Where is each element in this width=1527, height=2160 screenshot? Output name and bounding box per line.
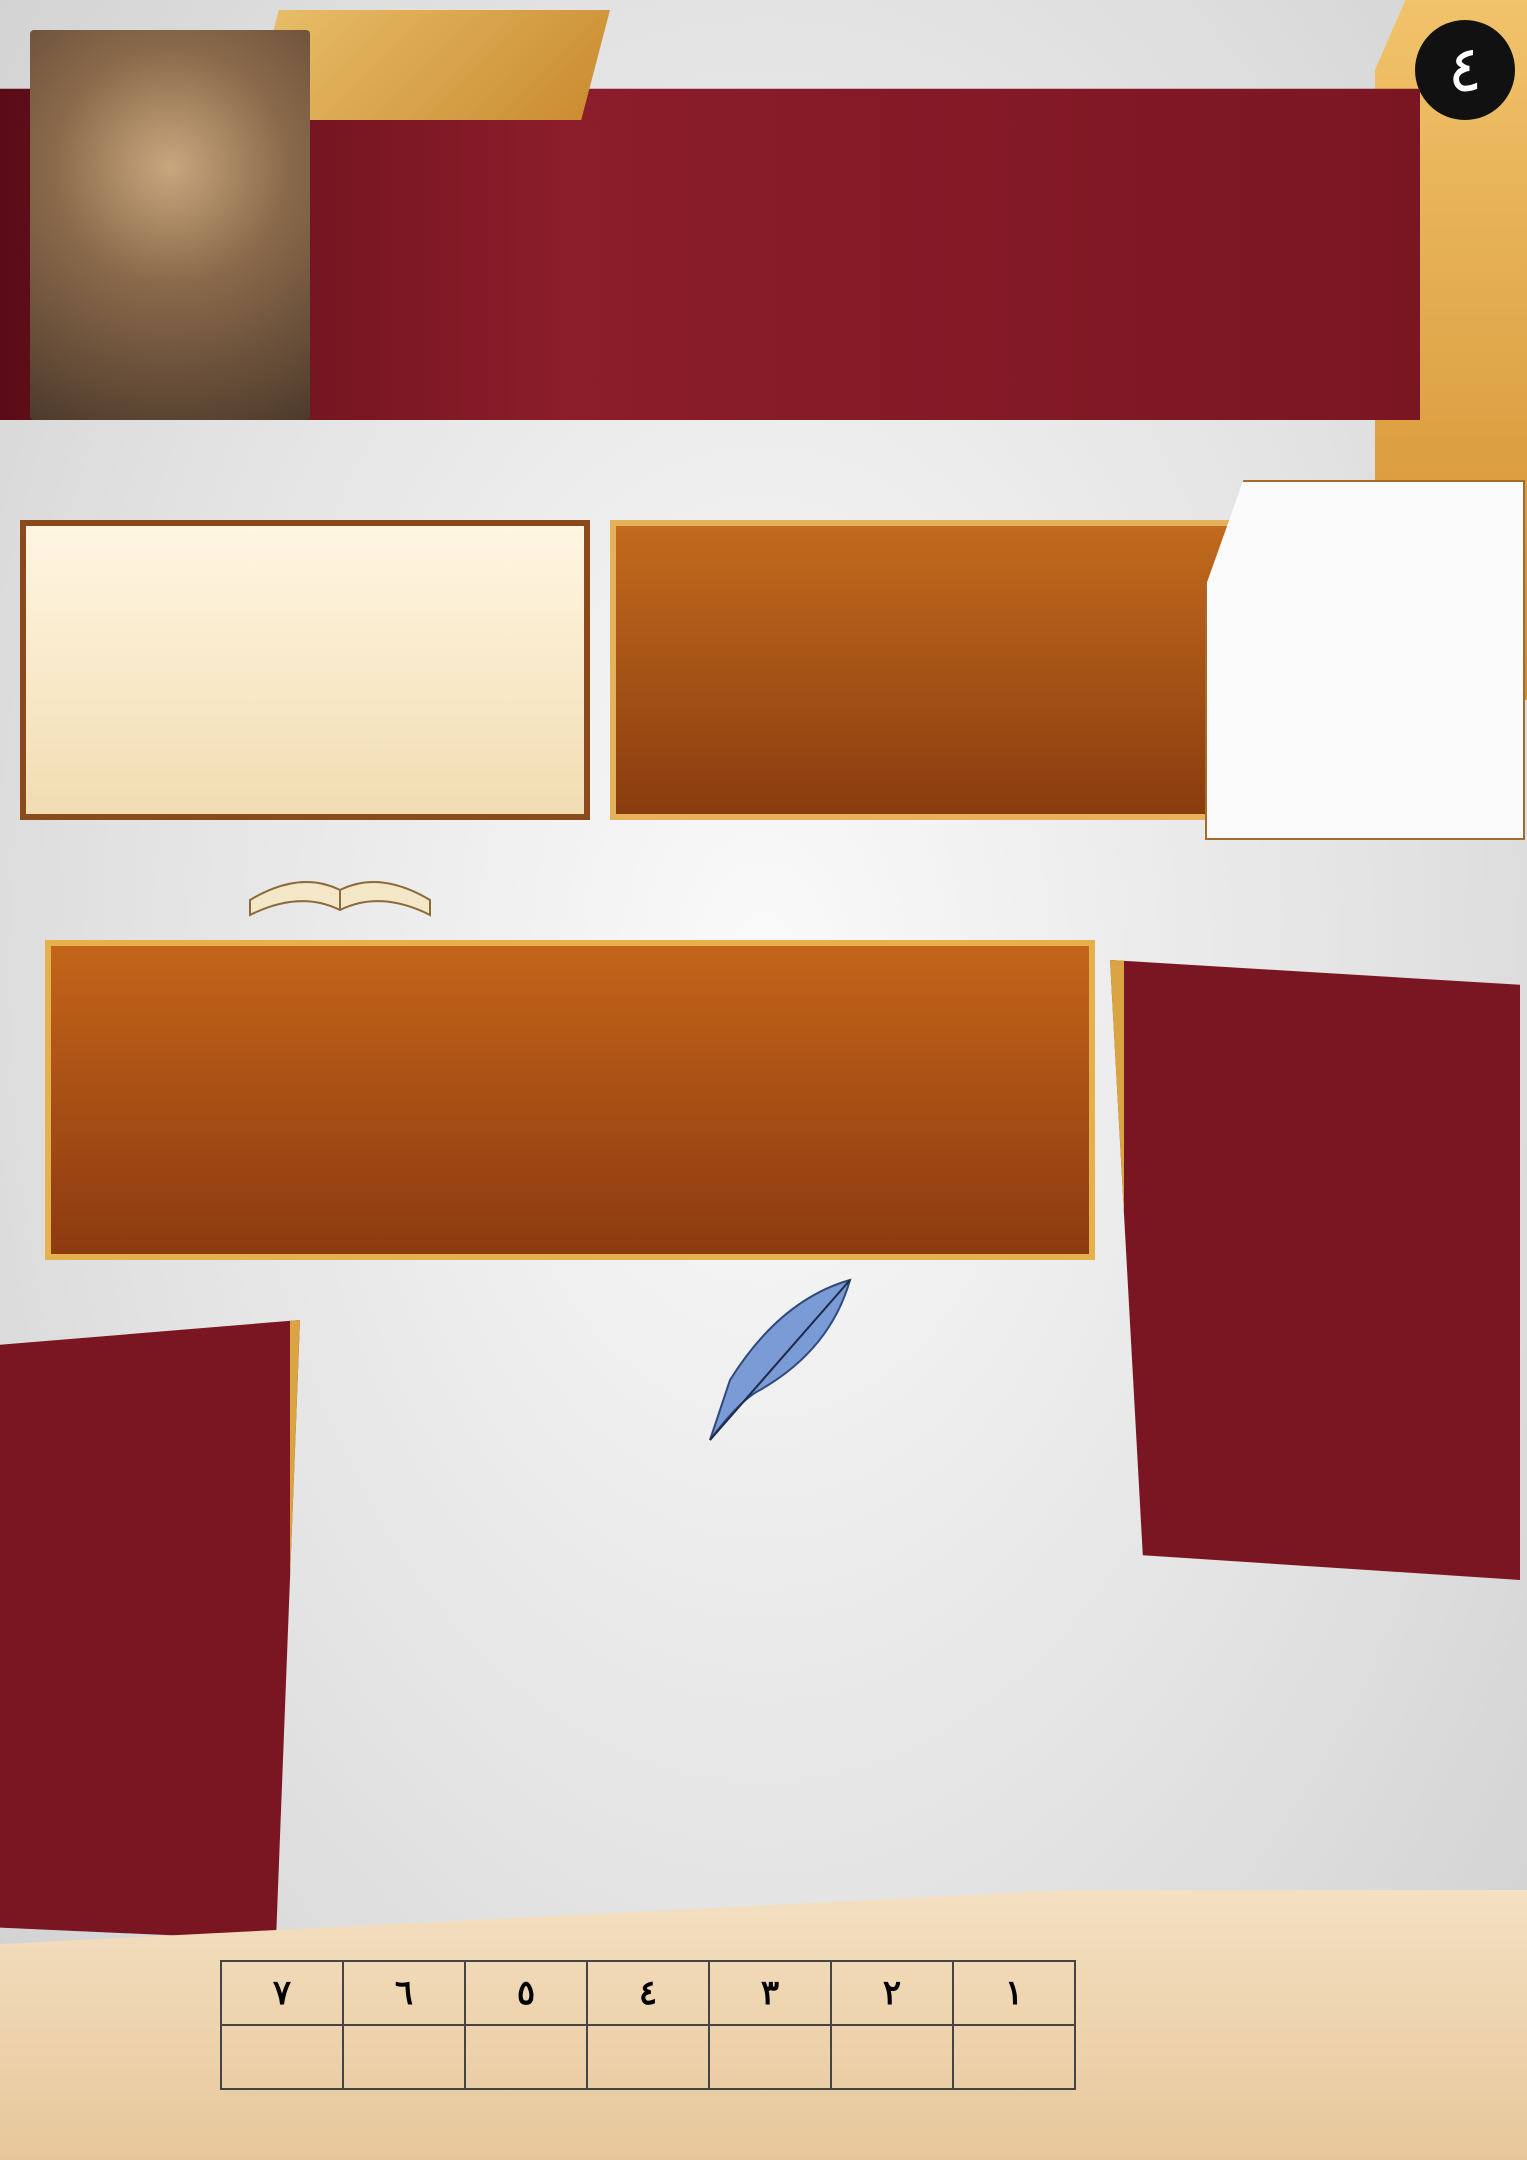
- grid-answer-row[interactable]: [221, 2025, 1075, 2089]
- answer-cell-4[interactable]: [587, 2025, 709, 2089]
- tamnah-box: [1205, 480, 1525, 840]
- issue-number: ٤: [1415, 20, 1515, 120]
- quote-section: [330, 1440, 1350, 1880]
- answer-cell-5[interactable]: [465, 2025, 587, 2089]
- grid-cell-7: ٧: [221, 1961, 343, 2025]
- iqra-box: [20, 520, 590, 820]
- answer-cell-2[interactable]: [831, 2025, 953, 2089]
- answer-cell-6[interactable]: [343, 2025, 465, 2089]
- answer-cell-1[interactable]: [953, 2025, 1075, 2089]
- grid-cell-4: ٤: [587, 1961, 709, 2025]
- grid-cell-2: ٢: [831, 1961, 953, 2025]
- answer-table: [220, 1960, 1076, 2090]
- grid-header-row: [221, 1961, 1075, 2025]
- open-book-icon: [240, 820, 440, 930]
- answer-cell-3[interactable]: [709, 2025, 831, 2089]
- grid-cell-5: ٥: [465, 1961, 587, 2025]
- answer-grid: [220, 1960, 1076, 2090]
- portrait-photo: [30, 30, 310, 420]
- answer-cell-7[interactable]: [221, 2025, 343, 2089]
- wide-box: [45, 940, 1095, 1260]
- qalu-box: [0, 1320, 300, 1940]
- grid-cell-6: ٦: [343, 1961, 465, 2025]
- sinaa-box: [610, 520, 1260, 820]
- feather-quill-icon: [690, 1270, 860, 1450]
- grid-cell-1: ١: [953, 1961, 1075, 2025]
- grid-cell-3: ٣: [709, 1961, 831, 2025]
